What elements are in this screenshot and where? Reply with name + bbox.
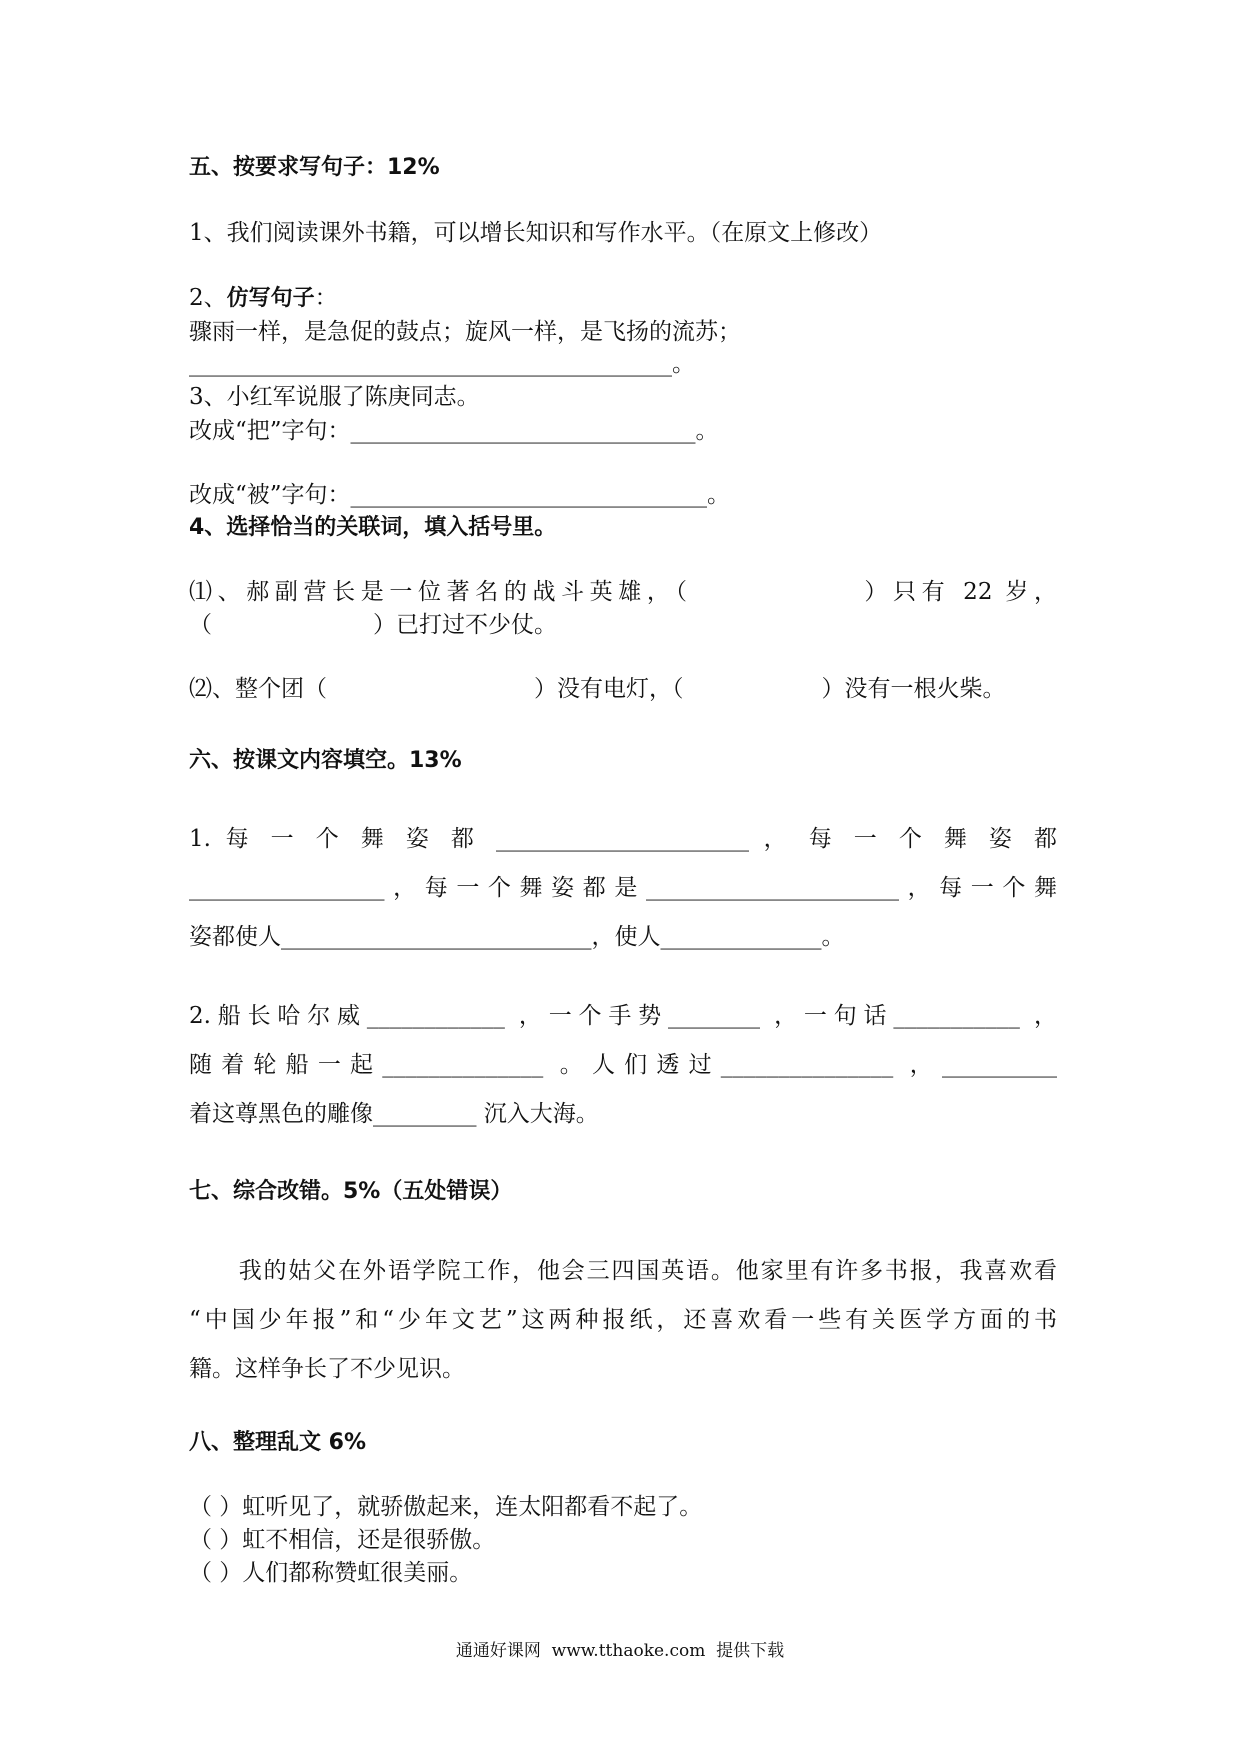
s5-q2-number: 2、 [189,285,227,311]
s5-q2-answer-line: __________________________________________。 [189,351,695,377]
s5-question-4-heading: 4、选择恰当的关联词，填入括号里。 [189,515,557,540]
s8-item-2: （ ）虹不相信，还是很骄傲。 [189,1527,496,1553]
s6-q1-line-3: 姿都使人___________________________，使人______________。 [189,924,845,950]
s5-q4-item-1-line-2: （ ）已打过不少仗。 [189,612,557,638]
s6-q2-line-3: 着这尊黑色的雕像_________ 沉入大海。 [189,1101,599,1127]
s5-q3-ba-sentence: 改成“把”字句：______________________________。 [189,418,719,444]
section-7-heading: 七、综合改错。5%（五处错误） [189,1179,513,1204]
s5-q4-item-2: ⑵、整个团（ ）没有电灯，（ ）没有一根火柴。 [189,676,1006,702]
s7-paragraph-line-2: “中国少年报”和“少年文艺”这两种报纸，还喜欢看一些有关医学方面的书 [189,1307,1057,1333]
s7-paragraph-line-1: 我的姑父在外语学院工作，他会三四国英语。他家里有许多书报，我喜欢看 [189,1258,1057,1284]
section-5-heading: 五、按要求写句子：12% [189,155,440,180]
s5-question-1: 1、我们阅读课外书籍，可以增长知识和写作水平。（在原文上修改） [189,220,883,246]
s6-q1-line-1: 1. 每 一 个 舞 姿 都 ______________________ ， 每 一 个 舞 姿 都 [189,826,1057,852]
s7-paragraph-line-3: 籍。这样争长了不少见识。 [189,1356,465,1382]
section-6-heading: 六、按课文内容填空。13% [189,748,462,773]
s8-item-3: （ ）人们都称赞虹很美丽。 [189,1560,473,1586]
s5-q2-title: 仿写句子 [226,286,315,311]
s6-q2-line-2: 随着轮船一起______________ 。人们透过_______________ ，__________ [189,1052,1057,1078]
s5-question-2 [189,283,338,314]
section-8-heading: 八、整理乱文 6% [189,1430,367,1455]
s5-q3-bei-sentence: 改成“被”字句：_______________________________。 [189,482,731,508]
s8-item-1: （ ）虹听见了，就骄傲起来，连太阳都看不起了。 [189,1494,703,1520]
s5-q4-item-1-line-1: ⑴、郝副营长是一位著名的战斗英雄，（ ）只有 22 岁， [189,579,1057,605]
s5-q2-model: 骤雨一样，是急促的鼓点；旋风一样，是飞扬的流苏； [189,319,741,345]
s5-question-3: 3、小红军说服了陈庚同志。 [189,384,480,410]
page-footer: 通通好课网 www.tthaoke.com 提供下载 [455,1641,785,1661]
s6-q2-line-1: 2.船长哈尔威____________ ，一个手势________ ，一句话___________ ， [189,1003,1057,1029]
s5-q2-colon: ： [314,285,338,311]
s6-q1-line-2: _________________，每一个舞姿都是______________________，每一个舞 [189,875,1057,901]
